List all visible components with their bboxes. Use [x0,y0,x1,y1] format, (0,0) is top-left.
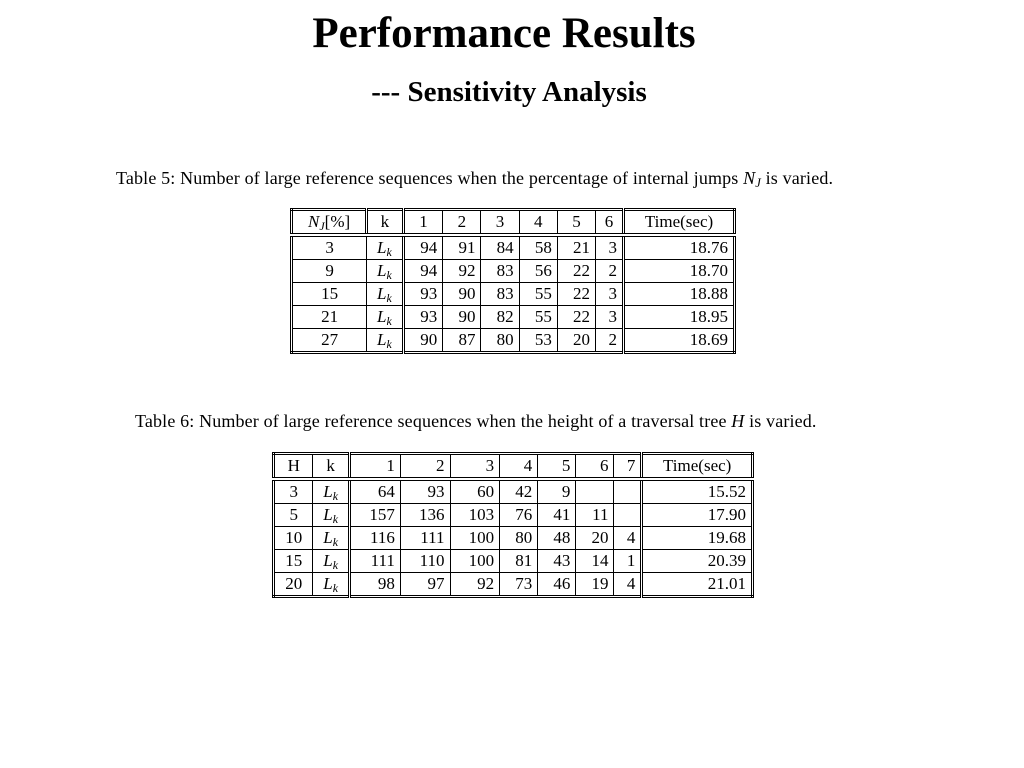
page-subtitle: --- Sensitivity Analysis [371,76,647,108]
table5-cell-k-var: L [377,284,387,303]
table5-cell-value: 94 [403,260,443,283]
table5-header-col: 3 [481,210,519,236]
table6-header-param: H [274,454,313,480]
table5-cell-value: 84 [481,235,519,260]
table5-cell-value: 2 [596,329,624,353]
table6-cell-value: 76 [500,504,538,527]
table6-cell-value: 111 [349,550,400,573]
table5-cell-value: 55 [519,306,557,329]
table5-caption [116,166,833,190]
table6-cell-value: 136 [400,504,450,527]
table6-cell-value: 111 [400,527,450,550]
table5-cell-value: 21 [557,235,595,260]
table6-header-col: 6 [576,454,614,480]
table5-cell-time: 18.88 [624,283,735,306]
table6-cell-k-sub: k [332,535,339,549]
table6-cell-value: 41 [538,504,576,527]
table6-cell-time: 21.01 [642,573,753,597]
table5-cell-param: 27 [292,329,367,353]
table5-cell-k-var: L [377,330,387,349]
table6-row [274,527,753,550]
table5-caption-var-sub: J [755,176,761,190]
table6-cell-k-var: L [323,574,333,593]
table6-cell-value: 64 [349,479,400,504]
table6-cell-value [614,504,642,527]
table5-row [292,306,735,329]
table5-header-param [292,210,367,236]
table6-cell-value: 157 [349,504,400,527]
table6-cell-value: 100 [450,550,500,573]
table5-cell-time: 18.95 [624,306,735,329]
table6-cell-value [576,479,614,504]
table6-row [274,504,753,527]
table5-cell-k-var: L [377,307,387,326]
table5-cell-value: 56 [519,260,557,283]
table5-cell-k [367,283,403,306]
table5-cell-value: 90 [443,306,481,329]
table5-cell-param: 9 [292,260,367,283]
table5-cell-value: 3 [596,283,624,306]
table5-cell-value: 53 [519,329,557,353]
table5-caption-var [743,168,761,188]
table5-header-time: Time(sec) [624,210,735,236]
table6-cell-param: 3 [274,479,313,504]
table6-cell-k-var: L [323,482,333,501]
table6-cell-value: 116 [349,527,400,550]
table6-cell-value: 1 [614,550,642,573]
table5-header-col: 2 [443,210,481,236]
table6-cell-param: 20 [274,573,313,597]
page-title: Performance Results [312,10,696,57]
table6-cell-value: 93 [400,479,450,504]
table6-header-col: 4 [500,454,538,480]
table6-caption-suffix: is varied. [744,411,817,431]
table6-cell-value: 103 [450,504,500,527]
table6-cell-k-var: L [323,528,333,547]
table5-cell-value: 92 [443,260,481,283]
table5-caption-suffix: is varied. [761,168,834,188]
table5-cell-value: 90 [403,329,443,353]
table5-row [292,283,735,306]
table6-cell-time: 15.52 [642,479,753,504]
table6-cell-value: 9 [538,479,576,504]
table6-cell-value: 48 [538,527,576,550]
table5-cell-value: 94 [403,235,443,260]
table5-cell-value: 82 [481,306,519,329]
table6-cell-k [313,479,349,504]
table6-row [274,573,753,597]
table6-cell-value: 81 [500,550,538,573]
table5-cell-k [367,306,403,329]
table6-row [274,479,753,504]
table5-cell-time: 18.69 [624,329,735,353]
table5-cell-k-sub: k [386,337,392,351]
table5-cell-value: 55 [519,283,557,306]
table5-caption-prefix: Table 5: Number of large reference sequences when the percentage of internal jumps [116,168,744,188]
table5-row [292,329,735,353]
table6-cell-value: 4 [614,527,642,550]
table5-cell-k-var: L [377,261,387,280]
table6-cell-k-var: L [323,505,333,524]
table5 [290,208,736,354]
table5-row [292,235,735,260]
table5-cell-value: 80 [481,329,519,353]
table6-cell-value: 20 [576,527,614,550]
table5-cell-value: 58 [519,235,557,260]
table5-cell-k-sub: k [386,245,392,259]
table5-row [292,260,735,283]
table5-header-col: 4 [519,210,557,236]
table5-header-col: 5 [557,210,595,236]
table6-header-k: k [313,454,349,480]
table5-cell-k-sub: k [386,268,392,282]
table5-header-row [292,210,735,236]
table6-cell-value: 97 [400,573,450,597]
table6-cell-value: 100 [450,527,500,550]
table5-header-col: 1 [403,210,443,236]
table6-cell-k-sub: k [332,558,339,572]
table5-cell-value: 90 [443,283,481,306]
table5-cell-param: 3 [292,235,367,260]
table6-cell-k-var: L [323,551,333,570]
table6-cell-value: 14 [576,550,614,573]
table5-header-param-unit: [%] [324,212,351,231]
table5-cell-value: 3 [596,306,624,329]
table6-cell-param: 15 [274,550,313,573]
table6-cell-value [614,479,642,504]
table5-header-param-sub: J [319,219,325,233]
table6-cell-param: 5 [274,504,313,527]
table5-cell-value: 93 [403,283,443,306]
table6-cell-value: 80 [500,527,538,550]
table6-cell-k-sub: k [332,512,339,526]
table5-cell-value: 22 [557,283,595,306]
table6-cell-param: 10 [274,527,313,550]
table6-cell-value: 4 [614,573,642,597]
table6-cell-value: 110 [400,550,450,573]
table6-cell-k [313,550,349,573]
table6 [272,452,754,598]
table5-cell-k [367,329,403,353]
table6-caption-var: H [731,411,745,431]
table5-cell-value: 3 [596,235,624,260]
table5-cell-k [367,260,403,283]
table6-header-col: 5 [538,454,576,480]
table5-cell-k [367,235,403,260]
table6-cell-value: 11 [576,504,614,527]
table5-cell-k-sub: k [386,291,392,305]
table6-cell-k [313,504,349,527]
table6-cell-value: 60 [450,479,500,504]
table5-header-col: 6 [596,210,624,236]
table6-cell-time: 19.68 [642,527,753,550]
table5-caption-var-letter: N [743,168,756,188]
table6-cell-k [313,527,349,550]
table5-cell-param: 15 [292,283,367,306]
table5-body [292,235,735,353]
table5-cell-k-sub: k [386,314,392,328]
table5-cell-k-var: L [377,238,387,257]
table5-cell-value: 20 [557,329,595,353]
table6-row [274,550,753,573]
table5-cell-time: 18.70 [624,260,735,283]
table6-cell-k [313,573,349,597]
table6-cell-k-sub: k [332,489,339,503]
table5-cell-value: 2 [596,260,624,283]
table5-header-param-var: N [308,212,320,231]
table6-cell-value: 73 [500,573,538,597]
table5-cell-value: 83 [481,260,519,283]
table5-cell-time: 18.76 [624,235,735,260]
table5-cell-value: 22 [557,306,595,329]
table6-cell-value: 46 [538,573,576,597]
table6-cell-time: 17.90 [642,504,753,527]
table6-header-time: Time(sec) [642,454,753,480]
table6-header-col: 1 [349,454,400,480]
table6-caption [135,409,817,433]
table5-cell-value: 22 [557,260,595,283]
table6-header-col: 7 [614,454,642,480]
table6-header-col: 2 [400,454,450,480]
table6-header-row [274,454,753,480]
table6-cell-time: 20.39 [642,550,753,573]
table6-cell-value: 42 [500,479,538,504]
table6-cell-value: 19 [576,573,614,597]
table5-cell-value: 93 [403,306,443,329]
table6-body [274,479,753,597]
table6-header-col: 3 [450,454,500,480]
table5-cell-value: 87 [443,329,481,353]
table6-cell-value: 98 [349,573,400,597]
table5-header-k: k [367,210,403,236]
table6-cell-value: 92 [450,573,500,597]
table6-caption-prefix: Table 6: Number of large reference sequences when the height of a traversal tree [135,411,732,431]
table5-cell-param: 21 [292,306,367,329]
table5-cell-value: 91 [443,235,481,260]
table6-cell-value: 43 [538,550,576,573]
table6-cell-k-sub: k [332,581,339,595]
table5-cell-value: 83 [481,283,519,306]
